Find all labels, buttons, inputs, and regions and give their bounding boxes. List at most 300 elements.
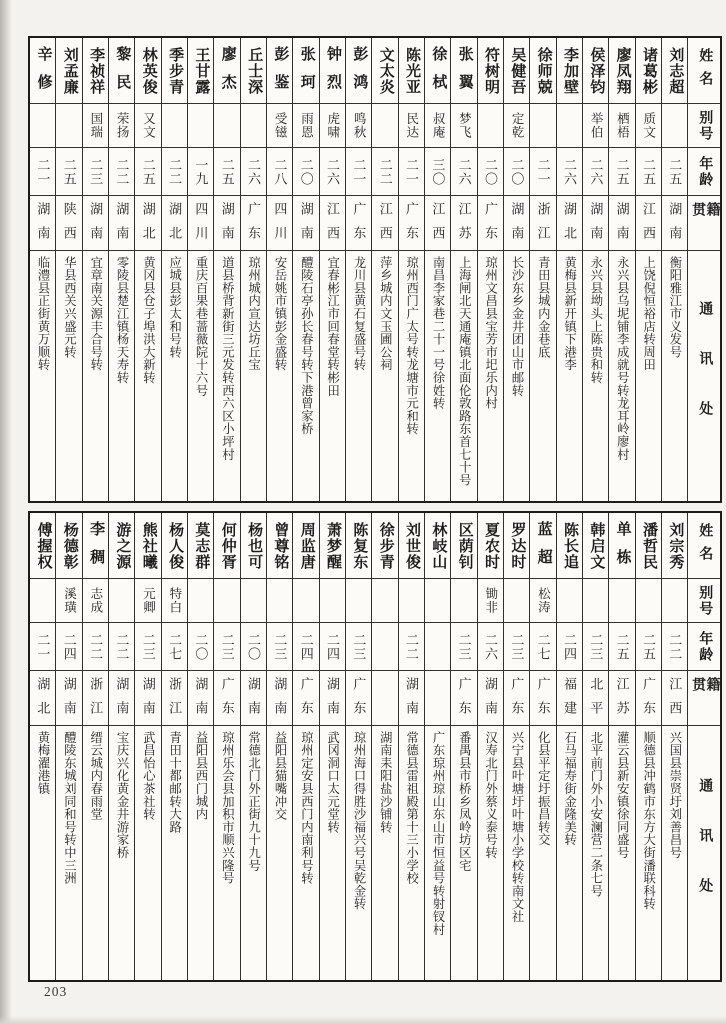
entry-name: 徐师兢 <box>530 38 555 104</box>
entry-column <box>346 38 372 501</box>
entry-alias: 元卿 <box>135 579 160 623</box>
entry-native: 广东 <box>530 671 555 726</box>
entry-name: 陈光亚 <box>399 38 424 104</box>
entry-age: 二六 <box>583 148 608 196</box>
header-age: 年龄 <box>688 623 720 671</box>
entry-column <box>636 513 662 980</box>
entry-column <box>583 38 609 501</box>
entry-native: 湖南 <box>399 671 424 726</box>
entry-alias <box>188 104 213 148</box>
entry-column <box>135 513 161 980</box>
entry-address: 黄冈县仓子埠洪大新转 <box>141 256 156 384</box>
entry-age: 二三 <box>451 623 476 671</box>
entry-alias: 鸣秋 <box>346 104 371 148</box>
entry-age: 二二 <box>162 148 187 196</box>
entry-column <box>662 38 688 501</box>
entry-age <box>425 623 450 671</box>
header-native: 籍贯 <box>688 671 720 726</box>
header-column <box>688 38 720 501</box>
entry-native: 浙江 <box>162 671 187 726</box>
entry-native: 四川 <box>267 196 292 251</box>
entry-column <box>83 38 109 501</box>
entry-alias: 荣扬 <box>109 104 134 148</box>
entry-age: 二三 <box>83 148 108 196</box>
entry-age: 二四 <box>56 623 81 671</box>
entry-column <box>56 38 82 501</box>
entry-address: 兴国县崇贤圩刘善昌号 <box>667 731 682 859</box>
entry-alias <box>425 579 450 623</box>
entry-address: 常德北门外正街九十九号 <box>246 731 261 872</box>
entry-column <box>109 513 135 980</box>
entry-column <box>583 513 609 980</box>
entry-alias: 松涛 <box>530 579 555 623</box>
entry-name: 张珂 <box>293 38 318 104</box>
entry-native: 广东 <box>214 671 239 726</box>
entry-column <box>30 513 56 980</box>
entry-column <box>425 513 451 980</box>
entry-name: 夏农时 <box>478 513 503 579</box>
entry-column <box>609 513 635 980</box>
entry-native: 江西 <box>425 196 450 251</box>
entry-native: 湖北 <box>30 671 55 726</box>
entry-column <box>636 38 662 501</box>
entry-alias <box>662 104 687 148</box>
entry-address: 顺德县冲鹤市东方大街潘联科转 <box>641 731 656 911</box>
entry-age: 二四 <box>557 623 582 671</box>
entry-alias <box>530 104 555 148</box>
entry-name: 杨德彰 <box>56 513 81 579</box>
header-native: 籍贯 <box>688 196 720 251</box>
entry-alias <box>241 579 266 623</box>
entry-address: 青田十都邮转大路 <box>167 731 182 834</box>
entry-native: 广东 <box>478 196 503 251</box>
header-column <box>688 513 720 980</box>
entry-age: 二五 <box>662 148 687 196</box>
entry-native: 湖南 <box>214 196 239 251</box>
entry-alias <box>30 104 55 148</box>
entry-native: 四川 <box>188 196 213 251</box>
entry-name: 傅握权 <box>30 513 55 579</box>
entry-column <box>162 38 188 501</box>
entry-age: 二三 <box>346 623 371 671</box>
entry-address: 重庆百果巷蔷薇院十六号 <box>194 256 209 397</box>
entry-age: 二二 <box>109 623 134 671</box>
entry-name: 何仲胥 <box>214 513 239 579</box>
entry-alias <box>583 579 608 623</box>
entry-address: 常德县雷祖殿第十三小学校 <box>404 731 419 885</box>
entry-native: 江苏 <box>609 671 634 726</box>
entry-address: 醴陵东城刘同和号转中三洲 <box>62 731 77 885</box>
entry-alias <box>399 579 424 623</box>
entry-native: 湖北 <box>557 196 582 251</box>
entry-age: 二二 <box>372 148 397 196</box>
entry-alias: 锄非 <box>478 579 503 623</box>
entry-alias: 虎啸 <box>320 104 345 148</box>
entry-alias: 定乾 <box>504 104 529 148</box>
entry-column <box>372 38 398 501</box>
entry-column <box>557 513 583 980</box>
entry-alias <box>320 579 345 623</box>
entry-native: 广东 <box>241 196 266 251</box>
entry-alias <box>214 579 239 623</box>
entry-column <box>214 513 240 980</box>
entry-age <box>372 623 397 671</box>
entry-native: 江西 <box>636 196 661 251</box>
entry-age: 二五 <box>56 148 81 196</box>
entry-alias <box>372 104 397 148</box>
entry-age: 二七 <box>162 623 187 671</box>
entry-name: 熊社曦 <box>135 513 160 579</box>
entry-alias <box>56 104 81 148</box>
entry-alias: 民达 <box>399 104 424 148</box>
entry-alias <box>636 579 661 623</box>
entry-address: 萍乡城内文玉圃公祠 <box>378 256 393 372</box>
entry-address: 琼州乐会县加积市顺兴隆号 <box>220 731 235 885</box>
entry-age: 二一 <box>30 148 55 196</box>
entry-alias <box>267 579 292 623</box>
header-address: 通讯处 <box>697 778 713 928</box>
entry-alias <box>451 579 476 623</box>
entry-address: 琼州定安县西门内南利号转 <box>299 731 314 885</box>
entry-native <box>425 671 450 726</box>
entry-address: 缙云城内春雨堂 <box>88 731 103 821</box>
entry-name: 辛修 <box>30 38 55 104</box>
directory-table-top <box>28 36 722 503</box>
entry-address: 应城县彭太和号转 <box>167 256 182 359</box>
entry-alias <box>30 579 55 623</box>
entry-age: 二〇 <box>478 148 503 196</box>
entry-name: 韩启文 <box>583 513 608 579</box>
entry-native: 江西 <box>320 196 345 251</box>
entry-alias <box>662 579 687 623</box>
entry-age: 二六 <box>320 148 345 196</box>
entry-address: 湖南耒阳盐沙铺转 <box>378 731 393 834</box>
entry-address: 兴宁县叶塘圩叶塘小学校转南文社 <box>509 731 524 923</box>
entry-native: 湖南 <box>109 671 134 726</box>
entry-column <box>320 513 346 980</box>
entry-column <box>267 513 293 980</box>
entry-name: 林岐山 <box>425 513 450 579</box>
entry-age: 二三 <box>267 623 292 671</box>
entry-age: 二〇 <box>504 148 529 196</box>
entry-native: 湖南 <box>320 671 345 726</box>
entry-name: 彭鉴 <box>267 38 292 104</box>
entry-age: 二七 <box>530 623 555 671</box>
entry-column <box>293 513 319 980</box>
entry-column <box>346 513 372 980</box>
entry-native: 湖南 <box>609 196 634 251</box>
entry-name: 李祯祥 <box>83 38 108 104</box>
entry-name: 莫志群 <box>188 513 213 579</box>
entry-age: 二一 <box>30 623 55 671</box>
entry-native: 广东 <box>636 671 661 726</box>
entry-column <box>188 38 214 501</box>
entry-address: 龙川县黄石复盛号转 <box>352 256 366 372</box>
entry-age: 二二 <box>83 623 108 671</box>
entry-name: 钟烈 <box>320 38 345 104</box>
entry-column <box>293 38 319 501</box>
entry-age: 二〇 <box>293 148 318 196</box>
entry-alias <box>372 579 397 623</box>
entry-native: 湖南 <box>83 196 108 251</box>
header-name: 姓名 <box>688 38 720 104</box>
entry-column <box>30 38 56 501</box>
entry-column <box>399 38 425 501</box>
entry-name: 杨也可 <box>241 513 266 579</box>
entry-name: 萧梦醒 <box>320 513 345 579</box>
entry-alias: 溪璜 <box>56 579 81 623</box>
entry-alias <box>478 104 503 148</box>
entry-name: 彭鸿 <box>346 38 371 104</box>
entry-alias <box>214 104 239 148</box>
entry-age: 二六 <box>557 148 582 196</box>
entry-address: 武冈洞口太元堂转 <box>325 731 340 834</box>
header-address: 通讯处 <box>697 301 713 451</box>
entry-column <box>478 38 504 501</box>
entry-alias <box>188 579 213 623</box>
entry-address: 醴陵石亭孙长春号转下港曾家桥 <box>299 256 314 436</box>
entry-age: 二五 <box>636 148 661 196</box>
entry-address: 华县西关兴盛元转 <box>62 256 77 359</box>
entry-column <box>478 513 504 980</box>
entry-column <box>241 38 267 501</box>
entry-address: 石马福寿街金隆美转 <box>562 731 577 847</box>
entry-native <box>372 671 397 726</box>
entry-age: 二五 <box>214 148 239 196</box>
entry-native: 广东 <box>346 196 371 251</box>
entry-native: 广东 <box>399 196 424 251</box>
entry-column <box>56 513 82 980</box>
header-alias: 别号 <box>688 579 720 623</box>
entry-native: 湖南 <box>188 671 213 726</box>
entry-native: 湖南 <box>504 196 529 251</box>
entry-address: 武昌怡心茶社转 <box>141 731 156 821</box>
entry-native: 湖北 <box>135 196 160 251</box>
entry-column <box>320 38 346 501</box>
entry-address: 番禺县市桥乡凤岭坊区宅 <box>457 731 472 872</box>
entry-name: 陈复东 <box>346 513 371 579</box>
entry-address: 临澧县正街黄万顺转 <box>36 256 51 372</box>
entry-native: 福建 <box>557 671 582 726</box>
entry-age: 二二 <box>109 148 134 196</box>
entry-address: 上饶倪恒裕店转周田 <box>641 256 656 372</box>
entry-age: 二三 <box>214 623 239 671</box>
entry-age: 二三 <box>504 623 529 671</box>
entry-native: 湖南 <box>267 671 292 726</box>
entry-native: 江西 <box>662 671 687 726</box>
entry-address: 汉寿北门外蔡义泰号转 <box>483 731 498 859</box>
entry-alias <box>162 104 187 148</box>
scan-bottom-shadow <box>0 1016 726 1024</box>
entry-name: 侯泽钧 <box>583 38 608 104</box>
entry-name: 吴健吾 <box>504 38 529 104</box>
entry-age: 一九 <box>188 148 213 196</box>
entry-column <box>451 38 477 501</box>
entry-native: 湖南 <box>30 196 55 251</box>
entry-alias: 特白 <box>162 579 187 623</box>
entry-native: 湖南 <box>241 671 266 726</box>
entry-column <box>530 38 556 501</box>
entry-age: 二五 <box>609 623 634 671</box>
entry-native: 湖南 <box>478 671 503 726</box>
entry-address: 益阳县猫嘴冲交 <box>273 731 288 821</box>
entry-age: 二二 <box>399 623 424 671</box>
entry-column <box>451 513 477 980</box>
entry-address: 琼州海口得胜沙福兴号吴乾金转 <box>352 731 366 911</box>
entry-name: 杨人俊 <box>162 513 187 579</box>
entry-native: 陕西 <box>56 196 81 251</box>
entry-address: 宜章南关源丰合号转 <box>88 256 103 372</box>
entry-alias <box>557 104 582 148</box>
entry-native: 江西 <box>372 196 397 251</box>
entry-name: 罗达时 <box>504 513 529 579</box>
entry-age: 二六 <box>451 148 476 196</box>
entry-address: 衡阳雅江市义发号 <box>667 256 682 359</box>
entry-alias: 雨恩 <box>293 104 318 148</box>
entry-alias <box>504 579 529 623</box>
entry-alias: 举伯 <box>583 104 608 148</box>
entry-age: 二〇 <box>188 623 213 671</box>
entry-name: 曾尊铭 <box>267 513 292 579</box>
entry-alias <box>293 579 318 623</box>
entry-name: 王甘露 <box>188 38 213 104</box>
entry-address: 灌云县新安镇徐同盛号 <box>615 731 630 859</box>
entry-column <box>188 513 214 980</box>
entry-alias <box>109 579 134 623</box>
entry-native: 江苏 <box>451 196 476 251</box>
entry-column <box>609 38 635 501</box>
entry-native: 湖南 <box>662 196 687 251</box>
entry-native: 广东 <box>451 671 476 726</box>
entry-alias <box>609 579 634 623</box>
entry-column <box>557 38 583 501</box>
entry-address: 琼州西门广太号转龙塘市元和转 <box>404 256 419 436</box>
entry-address: 永兴县坳头上陈贵和转 <box>588 256 603 384</box>
entry-name: 符树明 <box>478 38 503 104</box>
entry-name: 文太炎 <box>372 38 397 104</box>
entry-address: 南昌李家巷二十一号徐姓转 <box>430 256 445 410</box>
entry-alias: 质文 <box>636 104 661 148</box>
entry-alias <box>241 104 266 148</box>
entry-address: 长沙东乡金井团山市邮转 <box>509 256 524 397</box>
entry-column <box>135 38 161 501</box>
entry-name: 丘士深 <box>241 38 266 104</box>
entry-name: 张翼 <box>451 38 476 104</box>
entry-age: 二一 <box>346 148 371 196</box>
entry-name: 刘宗秀 <box>662 513 687 579</box>
entry-name: 潘哲民 <box>636 513 661 579</box>
scan-left-shadow <box>0 0 12 1024</box>
entry-name: 诸葛彬 <box>636 38 661 104</box>
entry-address: 青田县城内金巷底 <box>536 256 551 359</box>
entry-age: 二一 <box>399 148 424 196</box>
entry-native: 湖南 <box>56 671 81 726</box>
entry-column <box>372 513 398 980</box>
entry-name: 廖凤翔 <box>609 38 634 104</box>
entry-address: 宝庆兴化黄金井游家桥 <box>115 731 130 859</box>
entry-alias: 栖梧 <box>609 104 634 148</box>
entry-alias: 梦飞 <box>451 104 476 148</box>
entry-name: 单栋 <box>609 513 634 579</box>
entry-age: 二八 <box>267 148 292 196</box>
entry-age: 二六 <box>241 148 266 196</box>
entry-column <box>83 513 109 980</box>
entry-alias <box>557 579 582 623</box>
entry-alias: 国瑞 <box>83 104 108 148</box>
entry-column <box>662 513 688 980</box>
entry-address: 宜春彬江市回春堂转彬田 <box>325 256 340 397</box>
entry-age: 三〇 <box>425 148 450 196</box>
entry-column <box>109 38 135 501</box>
entry-name: 周监唐 <box>293 513 318 579</box>
entry-age: 二三 <box>135 623 160 671</box>
entry-name: 陈长追 <box>557 513 582 579</box>
entry-address: 黄梅县新开镇下港李 <box>562 256 577 372</box>
entry-age: 二四 <box>320 623 345 671</box>
entry-column <box>425 38 451 501</box>
entry-name: 李稠 <box>83 513 108 579</box>
entry-native: 湖南 <box>135 671 160 726</box>
entry-address: 永兴县乌坭铺李成就号转龙耳岭廖村 <box>615 256 630 461</box>
entry-alias <box>346 579 371 623</box>
entry-name: 蓝超 <box>530 513 555 579</box>
header-name: 姓名 <box>688 513 720 579</box>
entry-name: 刘世俊 <box>399 513 424 579</box>
entry-name: 区荫钊 <box>451 513 476 579</box>
entry-name: 林英俊 <box>135 38 160 104</box>
entry-native: 广东 <box>504 671 529 726</box>
entry-column <box>214 38 240 501</box>
entry-native: 湖北 <box>162 196 187 251</box>
entry-native: 北平 <box>583 671 608 726</box>
entry-name: 黎民 <box>109 38 134 104</box>
entry-alias: 又文 <box>135 104 160 148</box>
entry-address: 化县平定圩振昌转交 <box>536 731 551 847</box>
header-age: 年龄 <box>688 148 720 196</box>
entry-alias: 志成 <box>83 579 108 623</box>
entry-name: 李加壁 <box>557 38 582 104</box>
entry-native: 湖南 <box>293 196 318 251</box>
directory-table-bottom <box>28 511 722 982</box>
entry-name: 季步青 <box>162 38 187 104</box>
entry-column <box>241 513 267 980</box>
entry-name: 刘孟廉 <box>56 38 81 104</box>
entry-age: 二五 <box>609 148 634 196</box>
header-alias: 别号 <box>688 104 720 148</box>
entry-column <box>267 38 293 501</box>
entry-address: 上海闸北天通庵镇北面伦敦路东首七十号 <box>457 256 472 487</box>
entry-alias: 叔庵 <box>425 104 450 148</box>
entry-column <box>530 513 556 980</box>
entry-address: 益阳县西门城内 <box>194 731 209 821</box>
entry-native: 广东 <box>293 671 318 726</box>
entry-native: 湖南 <box>583 196 608 251</box>
entry-address: 琼州城内宣达坊丘宝 <box>246 256 261 372</box>
entry-address: 琼州文昌县宝芳市圯乐内村 <box>483 256 498 410</box>
entry-native: 浙江 <box>530 196 555 251</box>
entry-name: 徐栻 <box>425 38 450 104</box>
entry-column <box>504 38 530 501</box>
entry-age: 二〇 <box>241 623 266 671</box>
entry-name: 游之源 <box>109 513 134 579</box>
entry-age: 二三 <box>583 623 608 671</box>
entry-column <box>162 513 188 980</box>
entry-address: 北平前门外小安澜营二条七号 <box>588 731 603 898</box>
page-number: 203 <box>44 984 68 999</box>
entry-column <box>399 513 425 980</box>
entry-address: 黄梅濯港镇 <box>36 731 51 795</box>
entry-native: 广东 <box>346 671 371 726</box>
